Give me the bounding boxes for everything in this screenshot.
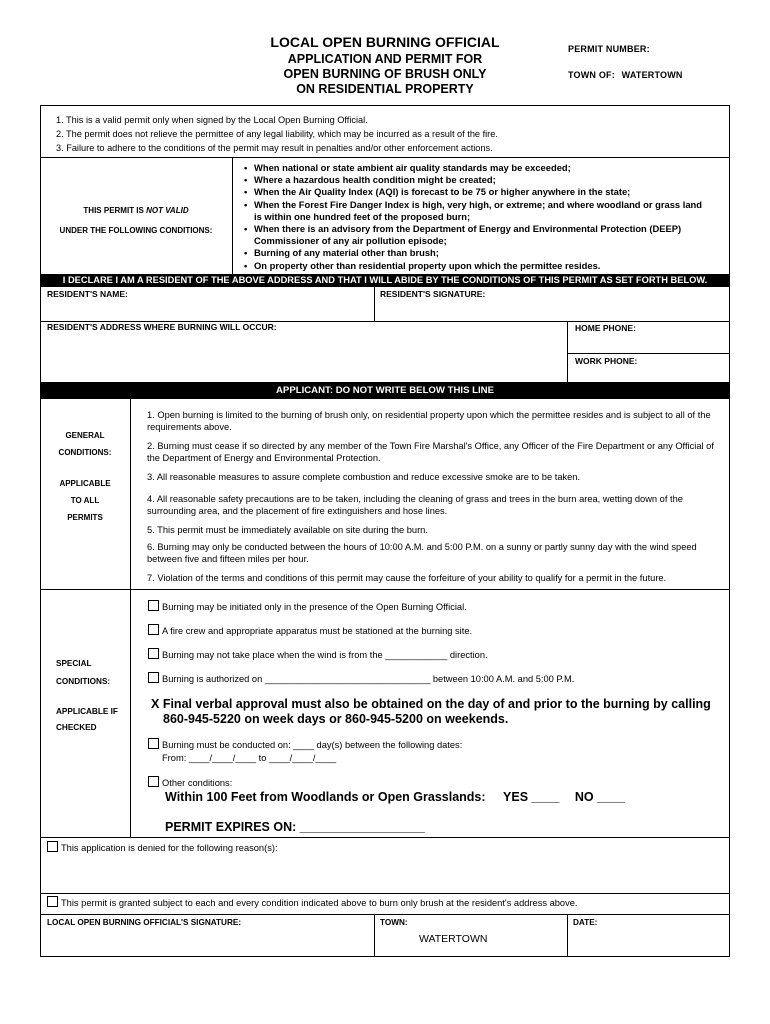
applicant-bar: APPLICANT: DO NOT WRITE BELOW THIS LINE [40,382,730,399]
checkbox-authorized[interactable] [148,672,159,683]
resident-signature-label: RESIDENT'S SIGNATURE: [380,289,486,299]
official-signature-field[interactable] [44,930,370,954]
list-item: • When the Air Quality Index (AQI) is forecast to be 75 or higher anywhere in the state; [244,186,704,198]
divider [40,837,730,838]
divider [40,157,730,158]
list-item: • On property other than residential property upon which the permittee resides. [244,260,704,272]
divider [567,353,730,354]
home-phone-label: HOME PHONE: [575,323,636,333]
divider [232,157,233,274]
special-conditions-label: SPECIAL CONDITIONS: APPLICABLE IF CHECKED [56,659,118,732]
list-item: 7. Violation of the terms and conditions of this permit may cause the forfeiture of your ability to qualify for a permit in the future. [147,573,667,583]
checkbox-presence[interactable] [148,600,159,611]
home-phone-field[interactable] [570,334,726,352]
woodlands-no[interactable]: NO ____ [574,790,625,804]
list-item: 5. This permit must be immediately available on site during the burn. [147,525,428,535]
permit-notes: 1. This is a valid permit only when signed by the Local Open Burning Official. 2. The permit does not relieve the permittee of any legal liability, which may be incurred as a result of the fire. 3. Failure to adhere to the conditions of the permit may result in penalties and/or other enforcement actions. [56,115,498,153]
checkbox-granted[interactable] [47,896,58,907]
list-item: 1. Open burning is limited to the burning of brush only, on residential property upon which the permittee resides and is subject to all of the requirements above. [147,410,711,433]
list-item: 6. Burning may only be conducted between the hours of 10:00 A.M. and 5:00 P.M. on a sunny or partly sunny day with the wind speed between five and fifteen miles per hour. [147,542,697,565]
divider [374,914,375,957]
general-conditions-label: GENERAL CONDITIONS: APPLICABLE TO ALL PERMITS [58,431,112,522]
checkbox-fire-crew[interactable] [148,624,159,635]
divider [567,914,568,957]
resident-name-field[interactable] [44,300,370,320]
declaration-bar: I DECLARE I AM A RESIDENT OF THE ABOVE ADDRESS AND THAT I WILL ABIDE BY THE CONDITIONS OF THIS PERMIT AS SET FORTH BELOW. [40,274,730,287]
resident-address-label: RESIDENT'S ADDRESS WHERE BURNING WILL OCCUR: [47,322,277,332]
divider [40,589,730,590]
denied-reason-field[interactable] [44,856,726,890]
divider [40,914,730,915]
official-signature-label: LOCAL OPEN BURNING OFFICIAL'S SIGNATURE: [47,918,242,927]
checkbox-denied[interactable] [47,841,58,852]
special-item-other: Other conditions: [148,776,718,790]
woodlands-yes[interactable]: YES ____ [503,790,560,804]
resident-address-field[interactable] [44,334,564,380]
list-item: 4. All reasonable safety precautions are to be taken, including the cleaning of grass and trees in the burn area, wetting down of the surrounding area, and the placement of fire extinguishers and hose lines. [147,494,683,517]
town-of-row [568,70,683,80]
general-conditions-list [147,409,722,589]
not-valid-conditions [244,162,704,272]
list-item: • When national or state ambient air quality standards may be exceeded; [244,162,704,174]
special-item-wind: Burning may not take place when the wind is from the ____________ direction. [148,648,718,662]
town-of-label: TOWN OF: [568,70,615,80]
divider [374,287,375,322]
special-item-authorized: Burning is authorized on ________________________________ between 10:00 A.M. and 5:00 P.M. [148,672,718,686]
list-item: 2. Burning must cease if so directed by any member of the Town Fire Marshal's Office, any Officer of the Fire Department or any Official of the Department of Energy and Environmental Protection. [147,441,714,464]
divider [130,589,131,837]
list-item: • When the Forest Fire Danger Index is high, very high, or extreme; and where woodland or grass land is within one hundred feet of the proposed burn; [244,199,704,223]
town-of-value: WATERTOWN [621,70,683,80]
divider [567,321,568,382]
not-valid-label: THIS PERMIT IS NOT VALID UNDER THE FOLLOWING CONDITIONS: [59,206,213,235]
special-item-dates: Burning must be conducted on: ____ day(s) between the following dates: From: ____/____/____ to ____/____/____ [148,738,718,764]
work-phone-label: WORK PHONE: [575,356,638,366]
special-item-fire-crew: A fire crew and appropriate apparatus must be stationed at the burning site. [148,624,718,638]
permit-number-label: PERMIT NUMBER: [568,44,650,54]
date-label: DATE: [573,918,598,927]
checkbox-dates[interactable] [148,738,159,749]
checkbox-wind[interactable] [148,648,159,659]
town-value: WATERTOWN [419,933,488,945]
form-subtitle: APPLICATION AND PERMIT FOR OPEN BURNING OF BRUSH ONLY ON RESIDENTIAL PROPERTY [283,52,487,96]
resident-name-label: RESIDENT'S NAME: [47,289,128,299]
divider [130,399,131,589]
verbal-x-mark: X [151,697,160,711]
checkbox-other[interactable] [148,776,159,787]
work-phone-field[interactable] [570,366,726,380]
verbal-approval-notice: X Final verbal approval must also be obtained on the day of and prior to the burning by calling 860-945-5220 on week days or 860-945-5200 on weekends. [151,697,711,726]
list-item: 3. All reasonable measures to assure complete combustion and reduce excessive smoke are to be taken. [147,472,581,482]
town-label: TOWN: [380,918,408,927]
list-item: • Burning of any material other than brush; [244,247,704,259]
list-item: • When there is an advisory from the Department of Energy and Environmental Protection (DEEP) Commissioner of any air pollution episode; [244,223,704,247]
woodlands-row: Within 100 Feet from Woodlands or Open Grasslands: YES ____ NO ____ [165,790,625,804]
granted-row: This permit is granted subject to each and every condition indicated above to burn only brush at the resident's address above. [47,896,727,910]
denied-row: This application is denied for the following reason(s): [47,841,617,855]
divider [40,893,730,894]
permit-expires: PERMIT EXPIRES ON: __________________ [165,820,425,834]
resident-signature-field[interactable] [378,300,726,320]
special-item-presence: Burning may be initiated only in the presence of the Open Burning Official. [148,600,718,614]
list-item: • Where a hazardous health condition might be created; [244,174,704,186]
form-title: LOCAL OPEN BURNING OFFICIAL [270,34,500,50]
date-field[interactable] [571,930,726,954]
